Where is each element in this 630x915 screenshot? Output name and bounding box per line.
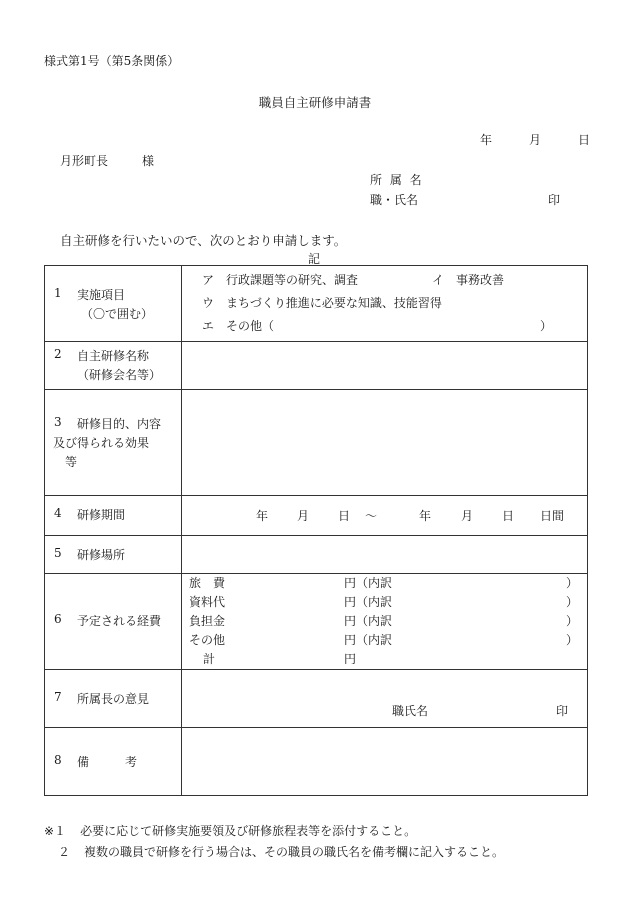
date-day-label: 日 (577, 133, 590, 147)
period-end-year: 年 (419, 509, 432, 523)
row-label: 研修場所 (77, 548, 126, 562)
intro-text: 自主研修を行いたいので、次のとおり申請します。 (60, 233, 347, 248)
label-cell (45, 574, 182, 670)
row-expected-costs (45, 574, 588, 670)
remarks-field[interactable] (182, 728, 588, 796)
row-label: 研修目的、内容 (77, 417, 162, 431)
cost-row-total[interactable] (189, 650, 574, 669)
row-training-period (45, 496, 588, 536)
cost-name: 資料代 (189, 595, 226, 609)
row-training-location (45, 536, 588, 574)
note-1-mark: ※１ (44, 824, 67, 838)
note-1-text: 必要に応じて研修実施要領及び研修旅程表等を添付すること。 (80, 824, 417, 838)
label-cell (45, 670, 182, 728)
cost-close: ） (566, 633, 579, 647)
row-label: 自主研修名称 (77, 349, 150, 363)
applicant-seal-mark: 印 (548, 193, 561, 207)
label-cell (45, 266, 182, 342)
cost-close: ） (566, 576, 579, 590)
training-period-field[interactable] (182, 496, 588, 536)
cost-name: 負担金 (189, 614, 226, 628)
label-cell (45, 496, 182, 536)
period-start-month: 月 (297, 509, 310, 523)
period-start-year: 年 (256, 509, 269, 523)
addressee-office: 月形町長 (60, 154, 109, 168)
row-label: 所属長の意見 (77, 692, 150, 706)
row-number: 4 (54, 506, 62, 520)
date-year-label: 年 (480, 133, 493, 147)
option-u[interactable]: ウ まちづくり推進に必要な知識、技能習得 (202, 296, 442, 310)
row-label-line3: 等 (65, 455, 78, 469)
label-cell (45, 536, 182, 574)
cost-yen: 円（内訳 (344, 633, 393, 647)
cost-name: その他 (189, 633, 226, 647)
option-a[interactable]: ア 行政課題等の研究、調査 (202, 273, 359, 287)
note-2 (44, 843, 504, 862)
application-table (44, 265, 588, 796)
cost-yen: 円（内訳 (344, 614, 393, 628)
period-days: 日間 (540, 509, 565, 523)
training-type-options[interactable] (182, 266, 588, 342)
training-name-field[interactable] (182, 342, 588, 390)
applicant-name-label: 職・氏名 (370, 193, 419, 207)
applicant-dept-label: 所 属 名 (370, 173, 424, 187)
manager-opinion-field[interactable] (182, 670, 588, 728)
row-number: 5 (54, 546, 62, 560)
training-location-field[interactable] (182, 536, 588, 574)
option-e-close: ） (540, 319, 553, 333)
row-number: 6 (54, 612, 62, 626)
row-number: 7 (54, 690, 62, 704)
period-start-day: 日 (338, 509, 351, 523)
period-end-month: 月 (461, 509, 474, 523)
label-cell (45, 728, 182, 796)
row-number: 1 (54, 286, 62, 300)
ki-mark: 記 (308, 252, 321, 266)
row-label: 備 考 (77, 755, 138, 769)
row-training-purpose (45, 390, 588, 496)
form-number: 様式第1号（第5条関係） (44, 54, 180, 68)
label-cell (45, 342, 182, 390)
document-title: 職員自主研修申請書 (258, 95, 372, 110)
addressee (60, 152, 154, 169)
period-tilde: ～ (365, 509, 378, 523)
note-2-text: 複数の職員で研修を行う場合は、その職員の職氏名を備考欄に記入すること。 (84, 845, 505, 859)
label-cell (45, 390, 182, 496)
row-manager-opinion (45, 670, 588, 728)
row-label-line2: （研修会名等） (77, 368, 162, 382)
manager-name-label: 職氏名 (392, 704, 429, 718)
row-label: 研修期間 (77, 508, 126, 522)
cost-close: ） (566, 614, 579, 628)
training-purpose-field[interactable] (182, 390, 588, 496)
row-training-type (45, 266, 588, 342)
row-remarks (45, 728, 588, 796)
note-1 (44, 822, 416, 841)
row-label: 予定される経費 (77, 614, 162, 628)
cost-row-fees[interactable] (189, 612, 579, 631)
row-number: 8 (54, 753, 62, 767)
note-2-mark: ２ (58, 845, 71, 859)
cost-yen: 円（内訳 (344, 595, 393, 609)
row-sublabel: （〇で囲む） (81, 307, 154, 321)
cost-name: 計 (203, 652, 216, 666)
row-number: 2 (54, 347, 62, 361)
date-month-label: 月 (528, 133, 541, 147)
addressee-honorific: 様 (142, 154, 155, 168)
cost-row-travel[interactable] (189, 574, 579, 593)
option-i[interactable]: イ 事務改善 (432, 273, 505, 287)
cost-yen: 円 (344, 652, 357, 666)
cost-row-materials[interactable] (189, 593, 579, 612)
expected-costs-field[interactable] (182, 574, 588, 670)
row-label: 実施項目 (77, 288, 126, 302)
cost-name: 旅 費 (189, 576, 226, 590)
manager-seal-mark: 印 (556, 704, 569, 718)
period-end-day: 日 (502, 509, 515, 523)
option-e[interactable]: エ その他（ (202, 319, 275, 333)
row-label-line2: 及び得られる効果 (53, 436, 150, 450)
row-number: 3 (54, 415, 62, 429)
cost-row-other[interactable] (189, 631, 579, 650)
cost-yen: 円（内訳 (344, 576, 393, 590)
row-training-name (45, 342, 588, 390)
application-date (480, 131, 590, 148)
cost-close: ） (566, 595, 579, 609)
